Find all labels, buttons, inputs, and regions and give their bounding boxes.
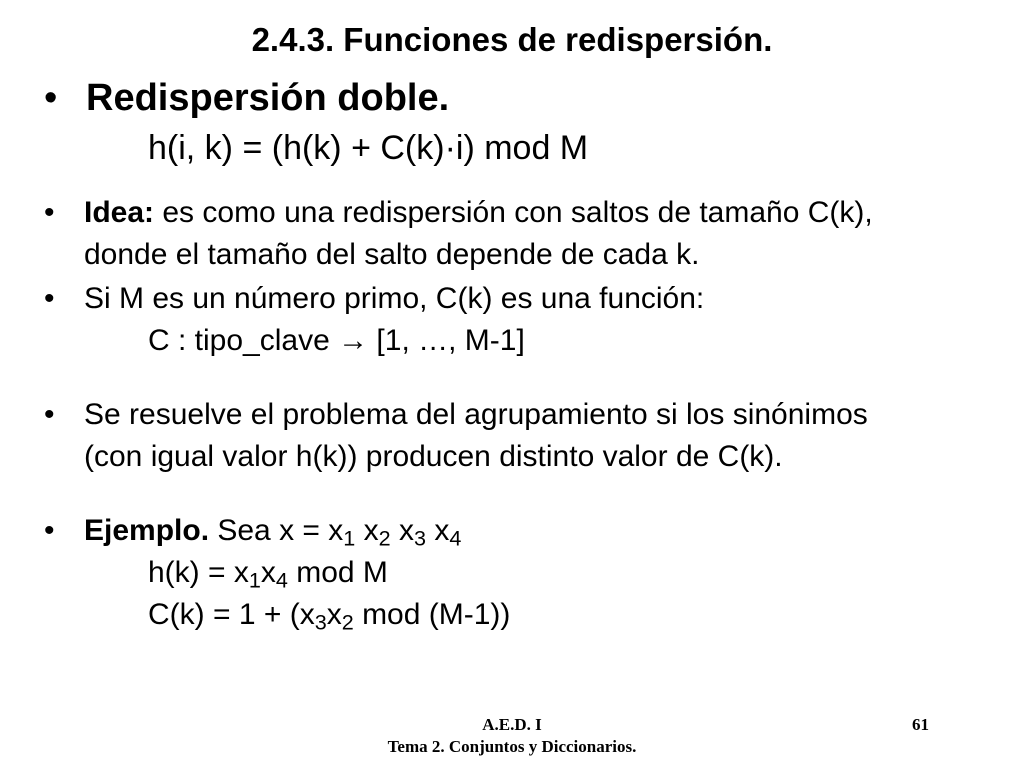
subscript: 3 <box>414 525 427 551</box>
subscript: 2 <box>341 609 354 635</box>
bullet-marker: • <box>44 398 55 431</box>
formula-text: x <box>260 556 276 589</box>
ejemplo-label: Ejemplo. <box>84 514 210 547</box>
idea-line-2: donde el tamaño del salto depende de cada k. <box>84 238 700 271</box>
ejemplo-text: x <box>390 514 414 547</box>
bullet-marker: • <box>44 77 58 119</box>
function-signature: C : tipo_clave → [1, …, M-1] <box>148 324 525 357</box>
subscript: 4 <box>275 567 288 593</box>
slide-title: 2.4.3. Funciones de redispersión. <box>251 21 773 58</box>
subscript: 4 <box>449 525 462 551</box>
idea-label: Idea: <box>84 196 155 229</box>
bullet-marker: • <box>44 514 55 547</box>
ejemplo-text: x <box>426 514 450 547</box>
bullet-marker: • <box>44 282 55 315</box>
footer-topic: Tema 2. Conjuntos y Diccionarios. <box>387 737 637 756</box>
formula-text: h(k) = x <box>148 556 249 589</box>
footer-course: A.E.D. I <box>482 715 542 734</box>
subscript: 3 <box>314 609 327 635</box>
ejemplo-text: Sea x = x <box>209 514 344 547</box>
page-number: 61 <box>912 715 929 734</box>
ejemplo-line <box>84 512 461 550</box>
idea-line-1 <box>84 194 873 232</box>
subscript: 2 <box>378 525 391 551</box>
ejemplo-text: x <box>355 514 379 547</box>
hash-formula <box>148 554 388 592</box>
primo-line-1: Si M es un número primo, C(k) es una función: <box>84 282 705 315</box>
formula-text: mod M <box>287 556 388 589</box>
formula-text: mod (M-1)) <box>353 598 511 631</box>
bullet-marker: • <box>44 196 55 229</box>
resuelve-line-1: Se resuelve el problema del agrupamiento si los sinónimos <box>84 398 868 431</box>
c-formula <box>148 596 510 634</box>
idea-text: es como una redispersión con saltos de tamaño C(k), <box>154 196 873 229</box>
subscript: 1 <box>343 525 356 551</box>
main-bullet-heading: Redispersión doble. <box>86 77 450 119</box>
resuelve-line-2: (con igual valor h(k)) producen distinto valor de C(k). <box>84 440 783 473</box>
formula-text: C(k) = 1 + (x <box>148 598 315 631</box>
subscript: 1 <box>248 567 261 593</box>
rehash-formula: h(i, k) = (h(k) + C(k)·i) mod M <box>148 129 589 167</box>
formula-text: x <box>326 598 342 631</box>
